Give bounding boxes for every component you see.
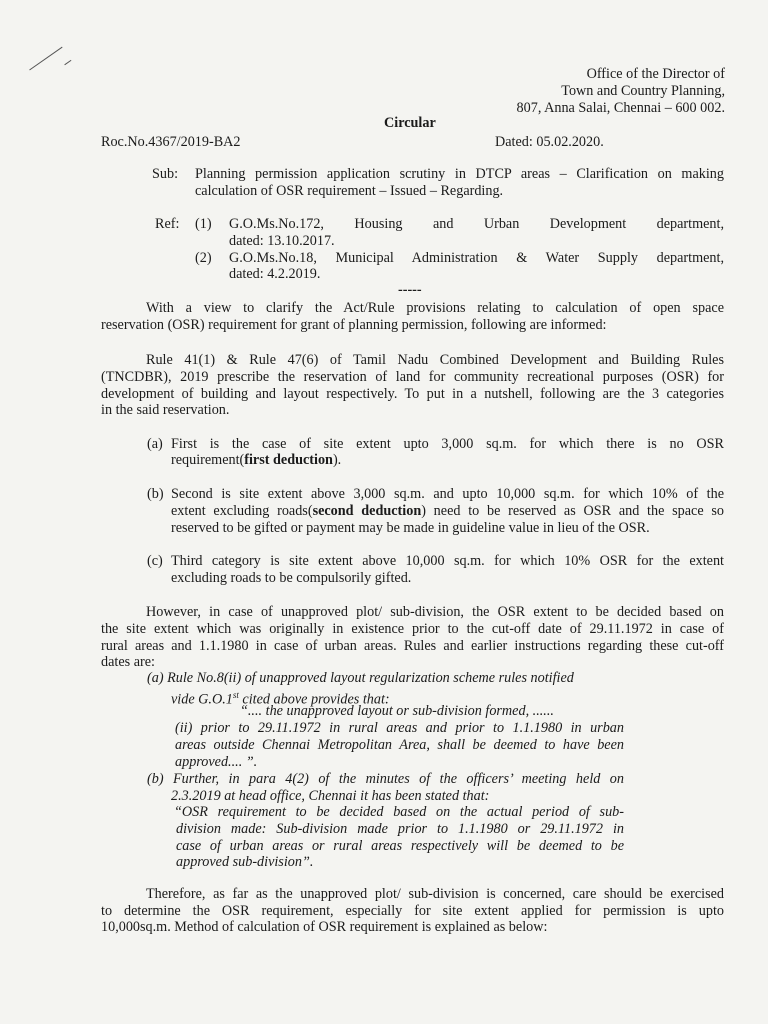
- pen-mark-small: [64, 60, 71, 66]
- ref-2-line-1: G.O.Ms.No.18, Municipal Administration & Water Supply department,: [229, 250, 724, 266]
- cat-c-marker: (c): [147, 553, 163, 569]
- para4-line-1: Therefore, as far as the unapproved plot/ sub-division is concerned, care should be exercised: [146, 886, 724, 902]
- para2-line-2: (TNCDBR), 2019 prescribe the reservation of land for community recreational purposes (OSR) for: [101, 369, 724, 385]
- cat-b-line-3: reserved to be gifted or payment may be made in guideline value in lieu of the OSR.: [171, 520, 650, 536]
- ref-1-number: (1): [195, 216, 212, 232]
- quote-a-cited: cited above provides that:: [238, 691, 390, 708]
- quote-a-line-4: (ii) prior to 29.11.1972 in rural areas and prior to 1.1.1980 in urban: [175, 720, 624, 736]
- para4-line-3: 10,000sq.m. Method of calculation of OSR requirement is explained as below:: [101, 919, 548, 935]
- quote-b-line-5: case of urban areas or rural areas respectively will be deemed to be: [176, 838, 624, 854]
- ref-label: Ref:: [155, 216, 180, 232]
- quote-a-line-1: (a) Rule No.8(ii) of unapproved layout regularization scheme rules notified: [147, 670, 574, 686]
- quote-b-line-1: (b) Further, in para 4(2) of the minutes of the officers’ meeting held on: [147, 771, 624, 787]
- quote-a-line-6: approved.... ”.: [175, 754, 258, 770]
- cat-b-marker: (b): [147, 486, 164, 502]
- ref-1-line-2: dated: 13.10.2017.: [229, 233, 335, 249]
- quote-a-line-5: areas outside Chennai Metropolitan Area, shall be deemed to have been: [175, 737, 624, 753]
- cat-a-end: ).: [332, 452, 342, 468]
- cat-b-line-2: [171, 503, 724, 520]
- cat-a-text: requirement(: [171, 452, 245, 468]
- first-deduction: first deduction: [244, 452, 333, 468]
- para3-line-1: However, in case of unapproved plot/ sub-division, the OSR extent to be decided based on: [146, 604, 724, 620]
- quote-b-line-6: approved sub-division”.: [176, 854, 314, 870]
- quote-b-line-4: division made: Sub-division made prior to 1.1.1980 or 29.11.1972 in: [176, 821, 624, 837]
- para3-line-3: rural areas and 1.1.1980 in case of urban areas. Rules and earlier instructions regarding these cut-off: [101, 638, 724, 654]
- cat-b-text-2: ) need to be reserved as OSR and the space so: [421, 503, 724, 519]
- cat-b-line-1: Second is site extent above 3,000 sq.m. and upto 10,000 sq.m. for which 10% of the: [171, 486, 724, 502]
- quote-b-line-3: “OSR requirement to be decided based on the actual period of sub-: [174, 804, 624, 820]
- pen-mark: [29, 47, 63, 71]
- dated: Dated: 05.02.2020.: [495, 134, 604, 150]
- separator: -----: [398, 282, 422, 298]
- superscript-st: st: [232, 690, 239, 700]
- ref-2-line-2: dated: 4.2.2019.: [229, 266, 321, 282]
- second-deduction: second deduction: [312, 503, 422, 519]
- cat-a-marker: (a): [147, 436, 163, 452]
- para3-line-4: dates are:: [101, 654, 155, 670]
- para1-line-2: reservation (OSR) requirement for grant of planning permission, following are informed:: [101, 317, 607, 333]
- para1-line-1: With a view to clarify the Act/Rule provisions relating to calculation of open space: [146, 300, 724, 316]
- circular-heading: Circular: [384, 115, 436, 131]
- ref-1-line-1: G.O.Ms.No.172, Housing and Urban Development department,: [229, 216, 724, 232]
- roc-number: Roc.No.4367/2019-BA2: [101, 134, 241, 150]
- office-line-1: Office of the Director of: [586, 66, 725, 82]
- cat-b-text: extent excluding roads(: [171, 503, 313, 519]
- subject-label: Sub:: [152, 166, 179, 182]
- quote-b-line-2: 2.3.2019 at head office, Chennai it has been stated that:: [171, 788, 490, 804]
- cat-a-line-2: [171, 452, 341, 469]
- office-line-3: 807, Anna Salai, Chennai – 600 002.: [516, 99, 725, 116]
- quote-a-go: vide G.O.1: [171, 691, 233, 708]
- cat-c-line-2: excluding roads to be compulsorily gifted.: [171, 570, 412, 586]
- para2-line-1: Rule 41(1) & Rule 47(6) of Tamil Nadu Combined Development and Building Rules: [146, 352, 724, 368]
- para2-line-4: in the said reservation.: [101, 402, 230, 418]
- office-address: [480, 66, 725, 116]
- office-line-2: Town and Country Planning,: [561, 82, 725, 99]
- para2-line-3: development of building and layout respectively. To put in a nutshell, following are the 3 categories: [101, 386, 724, 402]
- cat-a-line-1: First is the case of site extent upto 3,000 sq.m. for which there is no OSR: [171, 436, 724, 452]
- para4-line-2: to determine the OSR requirement, especially for site extent applied for permission is upto: [101, 903, 724, 919]
- para3-line-2: the site extent which was originally in existence prior to the cut-off date of 29.11.1972 in case of: [101, 621, 724, 637]
- subject-line-2: calculation of OSR requirement – Issued – Regarding.: [195, 183, 504, 199]
- cat-c-line-1: Third category is site extent above 10,000 sq.m. for which 10% OSR for the extent: [171, 553, 724, 569]
- ref-2-number: (2): [195, 250, 212, 266]
- subject-line-1: Planning permission application scrutiny in DTCP areas – Clarification on making: [195, 166, 724, 182]
- quote-a-line-3: “.... the unapproved layout or sub-division formed, ......: [240, 703, 554, 719]
